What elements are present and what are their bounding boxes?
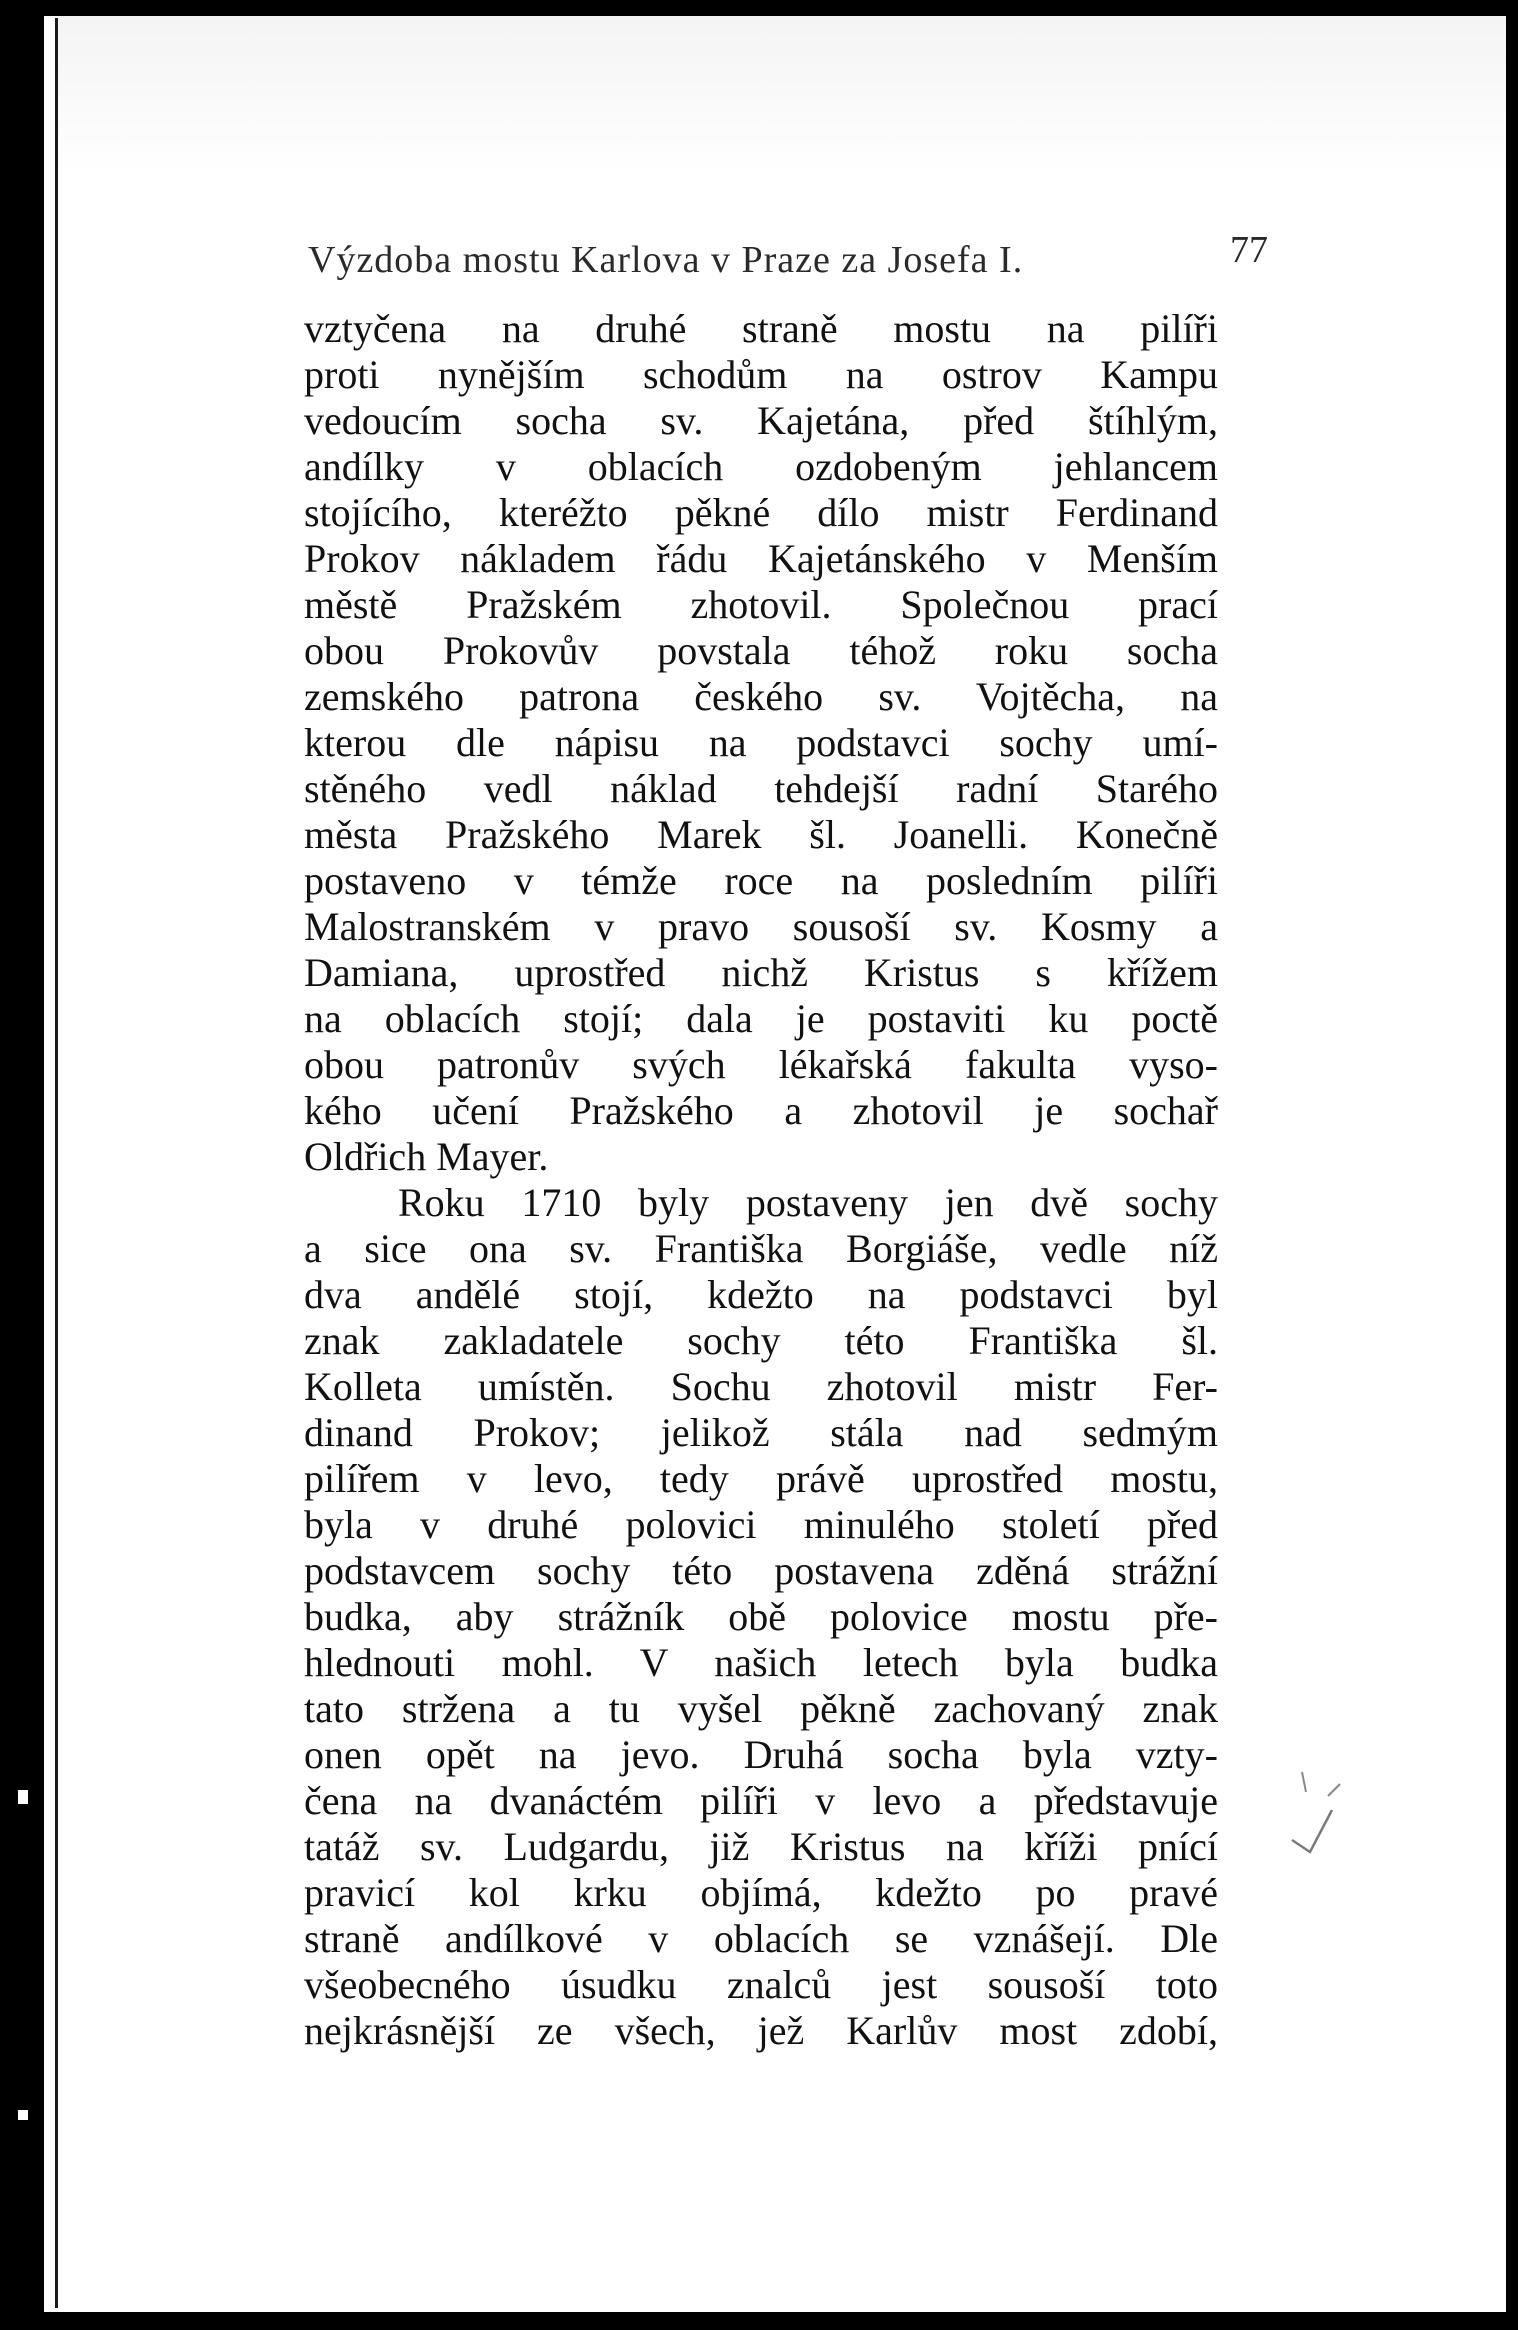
running-header [308, 229, 1268, 292]
text-line: a sice ona sv. Františka Borgiáše, vedle níž [304, 1226, 1218, 1271]
text-line: všeobecného úsudku znalců jest sousoší toto [304, 1962, 1218, 2007]
text-line: Prokov nákladem řádu Kajetánského v Menším [304, 536, 1218, 581]
text-line: tatáž sv. Ludgardu, již Kristus na kříži pnící [304, 1824, 1218, 1869]
paragraph-first-line: Roku 1710 byly postaveny jen dvě sochy [398, 1180, 1218, 1225]
pencil-margin-mark-icon [1288, 1770, 1348, 1860]
text-line: tato stržena a tu vyšel pěkně zachovaný znak [304, 1686, 1218, 1731]
text-line: andílky v oblacích ozdobeným jehlancem [304, 444, 1218, 489]
scan-border-right [1506, 0, 1518, 2330]
text-line: Malostranském v pravo sousoší sv. Kosmy a [304, 904, 1218, 949]
text-line: pilířem v levo, tedy právě uprostřed mostu, [304, 1456, 1218, 1501]
text-line: Kolleta umístěn. Sochu zhotovil mistr Fer- [304, 1364, 1218, 1409]
text-line: města Pražského Marek šl. Joanelli. Konečně [304, 812, 1218, 857]
text-line: kého učení Pražského a zhotovil je sochař [304, 1088, 1218, 1133]
text-line: obou patronův svých lékařská fakulta vyso- [304, 1042, 1218, 1087]
text-line: městě Pražském zhotovil. Společnou prací [304, 582, 1218, 627]
text-line: proti nynějším schodům na ostrov Kampu [304, 352, 1218, 397]
text-line: stěného vedl náklad tehdejší radní Starého [304, 766, 1218, 811]
text-line: podstavcem sochy této postavena zděná strážní [304, 1548, 1218, 1593]
text-line: byla v druhé polovici minulého století před [304, 1502, 1218, 1547]
page-edge-shadow [55, 18, 58, 2308]
text-line: straně andílkové v oblacích se vznášejí. Dle [304, 1916, 1218, 1961]
body-text [304, 306, 1218, 2054]
scan-border-bottom [0, 2312, 1518, 2330]
running-title: Výzdoba mostu Karlova v Praze za Josefa I. [308, 239, 1024, 281]
text-line: znak zakladatele sochy této Františka šl. [304, 1318, 1218, 1363]
text-line: postaveno v témže roce na posledním pilíři [304, 858, 1218, 903]
text-line: onen opět na jevo. Druhá socha byla vzty- [304, 1732, 1218, 1777]
binding-mark [18, 1790, 28, 1804]
text-line: vedoucím socha sv. Kajetána, před štíhlým, [304, 398, 1218, 443]
text-line: vztyčena na druhé straně mostu na pilíři [304, 306, 1218, 351]
text-line: dinand Prokov; jelikož stála nad sedmým [304, 1410, 1218, 1455]
text-line: pravicí kol krku objímá, kdežto po pravé [304, 1870, 1218, 1915]
text-line: Oldřich Mayer. [304, 1134, 549, 1179]
text-line: stojícího, kteréžto pěkné dílo mistr Ferdinand [304, 490, 1218, 535]
scan-border-top [0, 0, 1518, 16]
text-line: hlednouti mohl. V našich letech byla budka [304, 1640, 1218, 1685]
text-line: Damiana, uprostřed nichž Kristus s křížem [304, 950, 1218, 995]
text-line: nejkrásnější ze všech, jež Karlův most zdobí, [304, 2008, 1218, 2053]
text-line: dva andělé stojí, kdežto na podstavci byl [304, 1272, 1218, 1317]
text-line: na oblacích stojí; dala je postaviti ku poctě [304, 996, 1218, 1041]
binding-mark [18, 2110, 28, 2120]
text-line: zemského patrona českého sv. Vojtěcha, na [304, 674, 1218, 719]
text-line: obou Prokovův povstala téhož roku socha [304, 628, 1218, 673]
text-line: kterou dle nápisu na podstavci sochy umí- [304, 720, 1218, 765]
text-line: budka, aby strážník obě polovice mostu pře- [304, 1594, 1218, 1639]
text-line: čena na dvanáctém pilíři v levo a představuje [304, 1778, 1218, 1823]
scan-border-left [0, 0, 44, 2330]
page-number: 77 [1230, 229, 1268, 271]
